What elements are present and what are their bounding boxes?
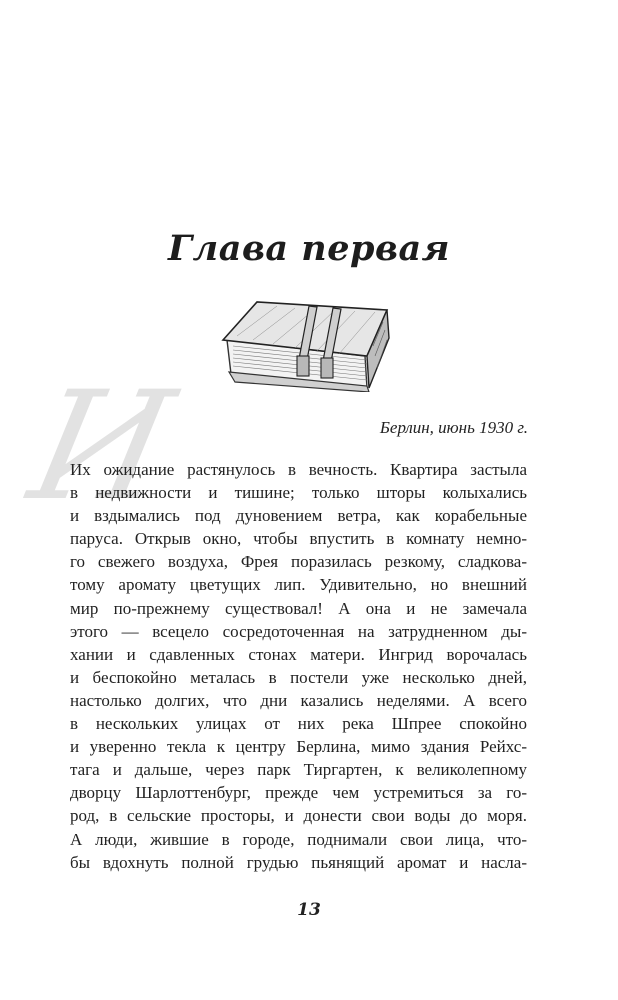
text-line: этого — всецело сосредоточенная на затрудненном ды-: [70, 621, 527, 641]
text-line: и беспокойно металась в постели уже несколько дней,: [70, 667, 527, 687]
text-line: род, в сельские просторы, и донести свои воды до моря.: [70, 806, 527, 826]
body-text: [70, 458, 527, 874]
text-line: настолько долгих, что дни казались неделями. А всего: [70, 690, 527, 710]
chapter-title: Глава первая: [167, 228, 451, 269]
text-line: А люди, жившие в городе, поднимали свои лица, что-: [70, 829, 527, 849]
text-line: тага и дальше, через парк Тиргартен, к великолепному: [70, 760, 527, 780]
decorative-drop-cap: И: [17, 360, 186, 534]
text-line: тому аромату цветущих лип. Удивительно, но внешний: [70, 575, 527, 595]
text-line: и вздымались под дуновением ветра, как корабельные: [70, 506, 527, 526]
text-line: Их ожидание растянулось в вечность. Квартира застыла: [70, 460, 527, 479]
text-line: в нескольких улицах от них река Шпрее спокойно: [70, 714, 527, 734]
text-line: мир по-прежнему существовал! А она и не замечала: [70, 598, 527, 618]
text-line: в недвижности и тишине; только шторы колыхались: [70, 483, 527, 503]
text-line: го свежего воздуха, Фрея поразилась резкому, сладкова-: [70, 552, 527, 572]
dateline: Берлин, июнь 1930 г.: [379, 418, 528, 437]
old-book-icon: [217, 296, 391, 392]
text-line: паруса. Открыв окно, чтобы впустить в комнату немно-: [70, 529, 527, 549]
text-line: дворцу Шарлоттенбург, прежде чем устремиться за го-: [70, 783, 527, 803]
text-line: и уверенно текла к центру Берлина, мимо здания Рейхс-: [70, 737, 527, 757]
text-line: бы вдохнуть полной грудью пьянящий аромат и насла-: [70, 852, 527, 872]
page-number: 13: [297, 900, 321, 920]
text-line: хании и сдавленных стонах матери. Ингрид ворочалась: [70, 644, 527, 664]
